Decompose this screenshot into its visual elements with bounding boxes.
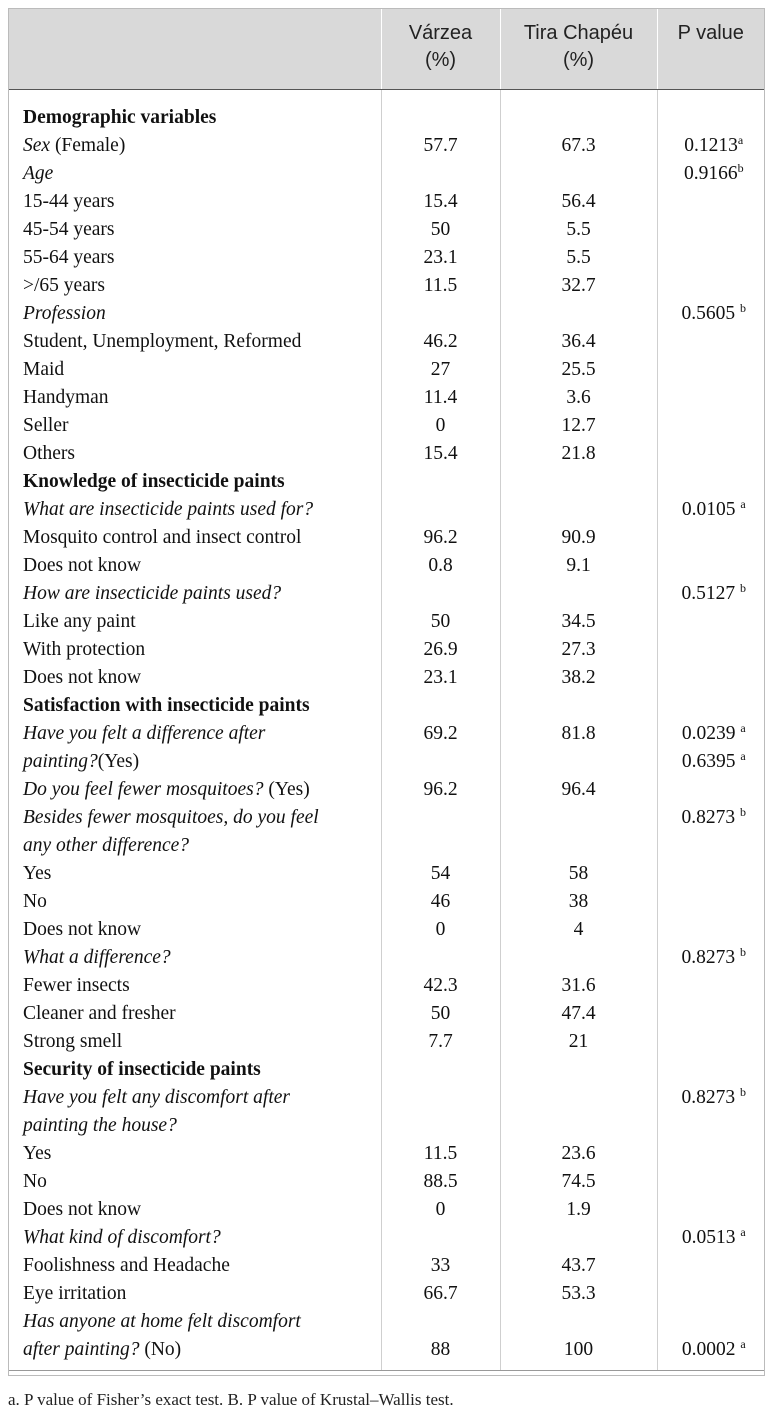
p-value-cell	[657, 1280, 764, 1308]
category-label: Others	[23, 443, 75, 464]
tira-chapeu-value: 74.5	[500, 1168, 657, 1196]
table-row	[8, 1280, 764, 1308]
tira-chapeu-value: 56.4	[500, 188, 657, 216]
p-value-superscript: b	[740, 1085, 746, 1099]
p-value: 0.5127	[681, 583, 740, 604]
varzea-value: 23.1	[381, 664, 500, 692]
p-value-cell	[657, 580, 764, 608]
varzea-value: 11.4	[381, 384, 500, 412]
p-value-cell	[657, 104, 764, 132]
p-value-cell	[657, 356, 764, 384]
row-label	[8, 160, 381, 188]
section-heading: Demographic variables	[23, 107, 217, 128]
category-label: No	[23, 891, 47, 912]
row-label	[8, 608, 381, 636]
row-label	[8, 1168, 381, 1196]
tira-chapeu-value: 12.7	[500, 412, 657, 440]
category-label: Does not know	[23, 667, 142, 688]
p-value-cell	[657, 944, 764, 972]
table-row	[8, 1056, 764, 1084]
p-value-cell	[657, 1224, 764, 1252]
p-value-cell	[657, 132, 764, 160]
p-value-cell	[657, 636, 764, 664]
question-label-line2	[23, 1336, 381, 1364]
varzea-value: 33	[381, 1252, 500, 1280]
varzea-value: 96.2	[381, 776, 500, 804]
p-value: 0.5605	[681, 303, 740, 324]
category-label: Handyman	[23, 387, 109, 408]
p-value: 0.0513	[681, 1227, 741, 1248]
question-label: Age	[23, 163, 54, 184]
tira-chapeu-value: 36.4	[500, 328, 657, 356]
table-row	[8, 1224, 764, 1252]
p-value: 0.0239	[681, 723, 741, 744]
varzea-value: 11.5	[381, 1140, 500, 1168]
table-row	[8, 216, 764, 244]
p-value-superscript: a	[740, 497, 746, 511]
p-value-superscript: b	[740, 581, 746, 595]
table-row	[8, 944, 764, 972]
header-varzea	[381, 8, 500, 90]
category-label: Like any paint	[23, 611, 136, 632]
p-value: 0.6395	[681, 751, 741, 772]
p-value-cell	[657, 160, 764, 188]
question-label-line1: Besides fewer mosquitoes, do you feel	[23, 807, 319, 828]
table-row	[8, 580, 764, 608]
question-label: painting?	[23, 751, 98, 772]
question-suffix: (No)	[139, 1339, 182, 1360]
tira-chapeu-value	[500, 1224, 657, 1252]
varzea-value	[381, 1224, 500, 1252]
p-value-cell	[657, 468, 764, 496]
tira-chapeu-value: 25.5	[500, 356, 657, 384]
category-label: Mosquito control and insect control	[23, 527, 302, 548]
question-suffix: (Female)	[50, 135, 126, 156]
p-value-superscript: a	[740, 749, 746, 763]
row-label	[8, 1308, 381, 1371]
category-label: Seller	[23, 415, 69, 436]
p-value-superscript: b	[737, 161, 744, 175]
tira-chapeu-value: 34.5	[500, 608, 657, 636]
p-value-cell	[657, 1084, 764, 1140]
question-label-line1: Have you felt any discomfort after	[23, 1087, 290, 1108]
row-label	[8, 664, 381, 692]
question-label: What a difference?	[23, 947, 171, 968]
tira-chapeu-value	[500, 804, 657, 860]
row-label	[8, 188, 381, 216]
tira-chapeu-value: 38	[500, 888, 657, 916]
row-label	[8, 1000, 381, 1028]
table-row	[8, 468, 764, 496]
tira-chapeu-value	[500, 468, 657, 496]
row-label	[8, 944, 381, 972]
varzea-value: 46	[381, 888, 500, 916]
section-heading: Knowledge of insecticide paints	[23, 471, 285, 492]
row-label	[8, 804, 381, 860]
row-label	[8, 692, 381, 720]
varzea-value: 46.2	[381, 328, 500, 356]
category-label: 55-64 years	[23, 247, 115, 268]
p-value-cell	[657, 216, 764, 244]
table-row	[8, 384, 764, 412]
p-value-cell	[657, 300, 764, 328]
p-value-cell	[657, 496, 764, 524]
tira-chapeu-value	[500, 1084, 657, 1140]
varzea-value: 96.2	[381, 524, 500, 552]
row-label	[8, 440, 381, 468]
row-label	[8, 1056, 381, 1084]
tira-chapeu-value: 67.3	[500, 132, 657, 160]
p-value-cell	[657, 1252, 764, 1280]
table-row	[8, 1196, 764, 1224]
question-label: Sex	[23, 135, 51, 156]
varzea-value	[381, 580, 500, 608]
row-label	[8, 244, 381, 272]
row-label	[8, 552, 381, 580]
varzea-value: 50	[381, 216, 500, 244]
table-row	[8, 496, 764, 524]
p-value-line2	[664, 748, 765, 776]
tira-chapeu-value: 3.6	[500, 384, 657, 412]
question-label: Do you feel fewer mosquitoes?	[23, 779, 264, 800]
p-value: 0.9166	[683, 163, 738, 184]
p-value-cell	[657, 608, 764, 636]
p-value-cell	[657, 720, 764, 776]
p-value-superscript: a	[737, 133, 744, 147]
row-label	[8, 412, 381, 440]
row-label	[8, 1280, 381, 1308]
category-label: Eye irritation	[23, 1283, 127, 1304]
question-suffix: (Yes)	[263, 779, 310, 800]
category-label: Does not know	[23, 1199, 142, 1220]
p-value-cell	[657, 804, 764, 860]
p-value-line1	[664, 720, 765, 748]
table-row	[8, 300, 764, 328]
tira-chapeu-value	[500, 104, 657, 132]
p-value: 0.0105	[681, 499, 741, 520]
question-label: How are insecticide paints used?	[23, 583, 282, 604]
table-row	[8, 888, 764, 916]
row-label	[8, 468, 381, 496]
table-body	[8, 90, 764, 1371]
table-row	[8, 860, 764, 888]
header-tira-chapeu	[500, 8, 657, 90]
p-value-cell	[657, 188, 764, 216]
varzea-value: 50	[381, 1000, 500, 1028]
p-value-cell	[657, 1168, 764, 1196]
tira-chapeu-value	[500, 580, 657, 608]
table-row	[8, 720, 764, 776]
tira-chapeu-value: 81.8	[500, 720, 657, 776]
row-label	[8, 888, 381, 916]
category-label: >/65 years	[23, 275, 105, 296]
table-row	[8, 552, 764, 580]
table-row	[8, 776, 764, 804]
header-p-value: P value	[657, 8, 764, 90]
table-row	[8, 1308, 764, 1371]
p-value-cell	[657, 776, 764, 804]
table-row	[8, 1084, 764, 1140]
tira-chapeu-value: 4	[500, 916, 657, 944]
varzea-value	[381, 104, 500, 132]
spacer-row	[8, 90, 764, 105]
p-value-cell	[657, 1140, 764, 1168]
varzea-value	[381, 160, 500, 188]
varzea-value: 66.7	[381, 1280, 500, 1308]
tira-chapeu-value: 27.3	[500, 636, 657, 664]
varzea-value: 57.7	[381, 132, 500, 160]
p-value-superscript: b	[740, 945, 746, 959]
question-label-line1: Has anyone at home felt discomfort	[23, 1311, 301, 1332]
row-label	[8, 216, 381, 244]
table-row	[8, 188, 764, 216]
row-label	[8, 972, 381, 1000]
p-value-cell	[657, 972, 764, 1000]
category-label: 45-54 years	[23, 219, 115, 240]
varzea-value: 15.4	[381, 188, 500, 216]
varzea-value	[381, 944, 500, 972]
p-value-cell	[657, 328, 764, 356]
p-value-cell	[657, 440, 764, 468]
varzea-value: 23.1	[381, 244, 500, 272]
results-table	[8, 8, 764, 1371]
p-value-cell	[657, 1028, 764, 1056]
category-label: With protection	[23, 639, 146, 660]
row-label	[8, 328, 381, 356]
tira-chapeu-value: 1.9	[500, 1196, 657, 1224]
tira-chapeu-value: 38.2	[500, 664, 657, 692]
tira-chapeu-value: 58	[500, 860, 657, 888]
p-value-cell	[657, 860, 764, 888]
p-value: 0.0002	[681, 1339, 741, 1360]
p-value-cell	[657, 552, 764, 580]
section-heading: Satisfaction with insecticide paints	[23, 695, 310, 716]
tira-chapeu-value: 96.4	[500, 776, 657, 804]
p-value-cell	[657, 664, 764, 692]
category-label: 15-44 years	[23, 191, 115, 212]
tira-chapeu-value	[500, 944, 657, 972]
section-heading: Security of insecticide paints	[23, 1059, 261, 1080]
question-label-line2	[23, 748, 381, 776]
question-label: What are insecticide paints used for?	[23, 499, 314, 520]
row-label	[8, 356, 381, 384]
p-value: 0.8273	[681, 1087, 740, 1108]
table-row	[8, 916, 764, 944]
tira-chapeu-value	[500, 496, 657, 524]
table-row	[8, 328, 764, 356]
p-value-cell	[657, 1196, 764, 1224]
category-label: Fewer insects	[23, 975, 130, 996]
p-value: 0.1213	[684, 135, 738, 156]
results-table-wrap	[8, 8, 764, 1371]
header-varzea-name: Várzea	[408, 22, 473, 44]
table-row	[8, 272, 764, 300]
row-label	[8, 916, 381, 944]
tira-chapeu-value	[500, 300, 657, 328]
table-footnote: a. P value of Fisher’s exact test. B. P value of Krustal–Wallis test.	[8, 1390, 454, 1409]
table-row	[8, 132, 764, 160]
p-value-cell	[657, 692, 764, 720]
row-label	[8, 132, 381, 160]
varzea-value	[381, 804, 500, 860]
p-value-superscript: a	[740, 1337, 746, 1351]
table-row	[8, 412, 764, 440]
question-label: Profession	[23, 303, 106, 324]
p-value-cell	[657, 1056, 764, 1084]
category-label: Yes	[23, 1143, 52, 1164]
question-label-line1: Have you felt a difference after	[23, 723, 266, 744]
tira-chapeu-value: 5.5	[500, 244, 657, 272]
varzea-value: 69.2	[381, 720, 500, 776]
varzea-value: 50	[381, 608, 500, 636]
row-label	[8, 384, 381, 412]
table-row	[8, 692, 764, 720]
p-value-cell	[657, 888, 764, 916]
p-value-superscript: a	[740, 1225, 746, 1239]
tira-chapeu-value: 23.6	[500, 1140, 657, 1168]
question-label: What kind of discomfort?	[23, 1227, 221, 1248]
header-row	[8, 8, 764, 90]
tira-chapeu-value	[500, 160, 657, 188]
p-value-superscript: b	[740, 805, 746, 819]
table-row	[8, 1140, 764, 1168]
p-value: 0.8273	[681, 807, 740, 828]
tira-chapeu-value: 53.3	[500, 1280, 657, 1308]
p-value-cell	[657, 272, 764, 300]
question-label: after painting?	[23, 1339, 140, 1360]
category-label: Strong smell	[23, 1031, 123, 1052]
table-row	[8, 636, 764, 664]
table-row	[8, 1168, 764, 1196]
category-label: No	[23, 1171, 47, 1192]
table-row	[8, 1028, 764, 1056]
category-label: Foolishness and Headache	[23, 1255, 230, 1276]
header-tira-name: Tira Chapéu	[523, 22, 634, 44]
header-tira-unit: (%)	[562, 49, 595, 71]
row-label	[8, 1224, 381, 1252]
row-label	[8, 272, 381, 300]
tira-chapeu-value: 31.6	[500, 972, 657, 1000]
question-label-line2: painting the house?	[23, 1115, 177, 1136]
table-row	[8, 104, 764, 132]
varzea-value: 11.5	[381, 272, 500, 300]
varzea-value: 0	[381, 1196, 500, 1224]
varzea-value: 88.5	[381, 1168, 500, 1196]
varzea-value	[381, 496, 500, 524]
table-row	[8, 1252, 764, 1280]
table-row	[8, 356, 764, 384]
row-label	[8, 1084, 381, 1140]
category-label: Maid	[23, 359, 65, 380]
varzea-value: 15.4	[381, 440, 500, 468]
varzea-value: 27	[381, 356, 500, 384]
varzea-value	[381, 300, 500, 328]
row-label	[8, 496, 381, 524]
varzea-value	[381, 1084, 500, 1140]
table-row	[8, 664, 764, 692]
table-row	[8, 244, 764, 272]
tira-chapeu-value: 9.1	[500, 552, 657, 580]
p-value: 0.8273	[681, 947, 740, 968]
varzea-value	[381, 468, 500, 496]
tira-chapeu-value: 43.7	[500, 1252, 657, 1280]
category-label: Cleaner and fresher	[23, 1003, 176, 1024]
row-label	[8, 524, 381, 552]
tira-chapeu-value: 21.8	[500, 440, 657, 468]
varzea-value: 0	[381, 916, 500, 944]
header-variable	[8, 8, 381, 90]
table-row	[8, 1000, 764, 1028]
table-row	[8, 160, 764, 188]
row-label	[8, 104, 381, 132]
table-row	[8, 524, 764, 552]
row-label	[8, 1028, 381, 1056]
p-value-superscript: a	[740, 721, 746, 735]
p-value-cell	[657, 384, 764, 412]
p-value-cell	[657, 1308, 764, 1371]
varzea-value: 42.3	[381, 972, 500, 1000]
row-label	[8, 636, 381, 664]
category-label: Student, Unemployment, Reformed	[23, 331, 302, 352]
varzea-value	[381, 1056, 500, 1084]
table-row	[8, 440, 764, 468]
p-value-cell	[657, 244, 764, 272]
table-row	[8, 972, 764, 1000]
table-row	[8, 804, 764, 860]
row-label	[8, 776, 381, 804]
tira-chapeu-value: 21	[500, 1028, 657, 1056]
category-label: Does not know	[23, 555, 142, 576]
p-value-cell	[657, 916, 764, 944]
p-value-cell	[657, 524, 764, 552]
row-label	[8, 580, 381, 608]
varzea-value: 54	[381, 860, 500, 888]
tira-chapeu-value: 90.9	[500, 524, 657, 552]
varzea-value	[381, 692, 500, 720]
row-label	[8, 860, 381, 888]
varzea-value: 0.8	[381, 552, 500, 580]
row-label	[8, 1252, 381, 1280]
question-suffix: (Yes)	[97, 751, 140, 772]
row-label	[8, 1196, 381, 1224]
varzea-value: 7.7	[381, 1028, 500, 1056]
tira-chapeu-value: 100	[500, 1308, 657, 1371]
p-value-cell	[657, 1000, 764, 1028]
category-label: Yes	[23, 863, 52, 884]
p-value-cell	[657, 412, 764, 440]
question-label-line2: any other difference?	[23, 835, 190, 856]
tira-chapeu-value	[500, 692, 657, 720]
varzea-value: 88	[381, 1308, 500, 1371]
category-label: Does not know	[23, 919, 142, 940]
varzea-value: 26.9	[381, 636, 500, 664]
table-row	[8, 608, 764, 636]
row-label	[8, 1140, 381, 1168]
row-label	[8, 720, 381, 776]
varzea-value: 0	[381, 412, 500, 440]
tira-chapeu-value: 5.5	[500, 216, 657, 244]
row-label	[8, 300, 381, 328]
tira-chapeu-value: 32.7	[500, 272, 657, 300]
p-value-superscript: b	[740, 301, 746, 315]
header-varzea-unit: (%)	[424, 49, 457, 71]
tira-chapeu-value	[500, 1056, 657, 1084]
tira-chapeu-value: 47.4	[500, 1000, 657, 1028]
